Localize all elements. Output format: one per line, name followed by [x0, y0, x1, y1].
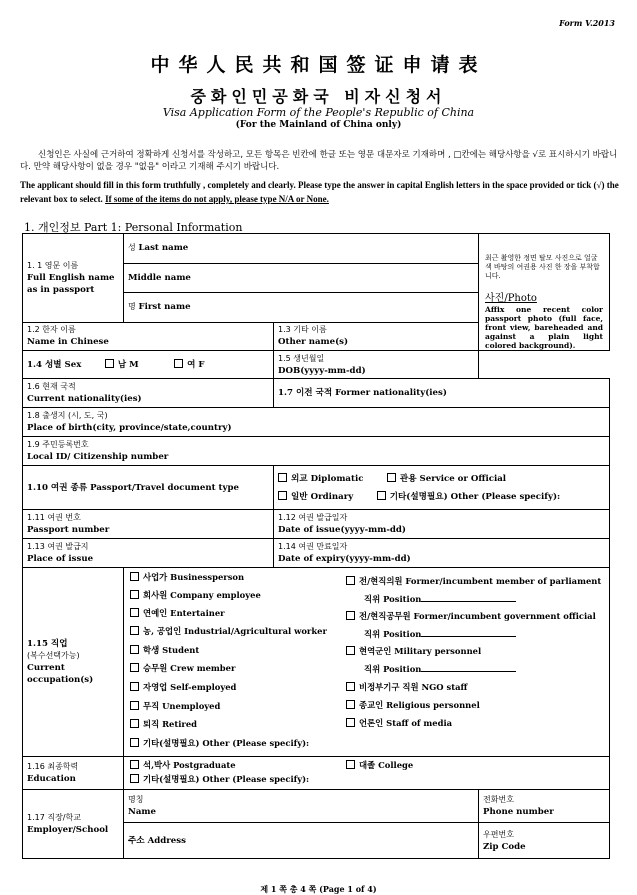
date-of-expiry-kr: 1.14 여권 만료일자 [278, 542, 348, 551]
occupation-option-right[interactable] [346, 645, 481, 657]
ordinary-checkbox[interactable] [278, 491, 287, 500]
former-nationality-field[interactable] [274, 379, 610, 408]
local-id-en: Local ID/ Citizenship number [27, 452, 169, 462]
former-nationality-label: 1.7 이전 국적 Former nationality(ies) [278, 388, 447, 398]
occupation-option-right[interactable] [346, 575, 601, 587]
occupation-option-left[interactable] [130, 571, 244, 583]
checkbox-icon[interactable] [130, 608, 139, 617]
date-of-expiry-en: Date of expiry(yyyy-mm-dd) [278, 554, 411, 564]
checkbox-icon[interactable] [130, 572, 139, 581]
occupation-option-left[interactable] [130, 718, 197, 730]
occupation-text: 비정부기구 직원 NGO staff [359, 682, 468, 692]
full-name-label [23, 234, 124, 323]
checkbox-icon[interactable] [130, 590, 139, 599]
occupation-option-left[interactable] [130, 644, 199, 656]
chinese-name-field[interactable] [23, 322, 274, 351]
occupation-option-right[interactable] [346, 681, 467, 693]
chinese-name-en: Name in Chinese [27, 337, 109, 348]
occupation-text: 종교인 Religious personnel [359, 700, 480, 710]
passport-type-options [274, 466, 610, 510]
checkbox-icon[interactable] [346, 611, 355, 620]
checkbox-icon[interactable] [346, 760, 355, 769]
checkbox-icon[interactable] [130, 701, 139, 710]
first-name-kr: 명 [128, 302, 136, 312]
checkbox-icon[interactable] [130, 645, 139, 654]
position-line[interactable] [421, 593, 516, 602]
passport-number-kr: 1.11 여권 번호 [27, 513, 81, 522]
occupation-text: 기타(설명필요) Other (Please specify): [143, 738, 310, 748]
employer-phone-en: Phone number [483, 807, 554, 817]
education-label [23, 757, 124, 790]
passport-number-field[interactable] [23, 510, 274, 539]
male-label: 남 M [117, 359, 139, 370]
full-name-label-en: Full English name as in passport [27, 272, 115, 295]
position-label: 직위 Position [364, 664, 422, 674]
employer-label [23, 790, 124, 859]
subtitle: (For the Mainland of China only) [235, 120, 402, 130]
female-label: 여 F [187, 359, 205, 370]
position-line[interactable] [421, 663, 516, 672]
education-grid [124, 757, 609, 789]
last-name-en: Last name [138, 243, 189, 254]
employer-name-field[interactable] [124, 790, 479, 823]
occupation-text: 사업가 Businessperson [143, 572, 245, 582]
occupation-option-left[interactable] [130, 607, 225, 619]
education-college-label: 대졸 College [359, 760, 414, 770]
checkbox-icon[interactable] [346, 646, 355, 655]
occupation-text: 학생 Student [143, 645, 200, 655]
intro-korean: 신청인은 사실에 근거하여 정확하게 신청서를 작성하고, 모든 항목은 빈칸에 한글 또는 영문 대문자로 기재하며 , □칸에는 해당사항을 √로 표시하시기 바랍니다. 만약 해당사항이 없을 경우 "없음" 이라고 기재해 주시기 바랍니다. [20, 150, 618, 172]
passport-type-label: 1.10 여권 종류 Passport/Travel document type [27, 482, 239, 493]
date-of-issue-en: Date of issue(yyyy-mm-dd) [278, 525, 406, 535]
form-version: Form V.2013 [559, 18, 615, 28]
occupation-text: 승무원 Crew member [143, 663, 236, 673]
occupation-text: 회사원 Company employee [143, 590, 261, 600]
place-of-issue-field[interactable] [23, 539, 274, 568]
education-label-kr: 1.16 최종학력 [27, 762, 79, 771]
occupation-text: 자영업 Self-employed [143, 682, 237, 692]
checkbox-icon[interactable] [130, 760, 139, 769]
occupation-text: 언론인 Staff of media [359, 718, 453, 728]
position-field[interactable] [364, 628, 516, 640]
employer-zip-field[interactable] [479, 823, 610, 859]
current-nationality-en: Current nationality(ies) [27, 394, 142, 404]
position-line[interactable] [421, 628, 516, 637]
occupation-option-left[interactable] [130, 681, 236, 693]
middle-name-field[interactable] [124, 263, 479, 293]
checkbox-icon[interactable] [346, 682, 355, 691]
title-korean: 중화인민공화국 비자신청서 [190, 87, 447, 106]
last-name-kr: 성 [128, 243, 136, 253]
employer-zip-en: Zip Code [483, 841, 526, 852]
employer-address-field[interactable] [124, 823, 479, 859]
last-name-field[interactable] [124, 234, 479, 264]
place-of-issue-en: Place of issue [27, 554, 94, 564]
photo-instructions-kr: 최근 촬영한 정면 탈모 사진으로 얼굴색 바탕의 여권용 사진 한 장을 부착합니다. [485, 254, 600, 280]
photo-gap [479, 351, 610, 379]
ordinary-label: 일반 Ordinary [291, 491, 354, 502]
place-of-issue-kr: 1.13 여권 발급지 [27, 542, 89, 551]
place-of-birth-field[interactable] [23, 408, 610, 437]
date-of-expiry-field[interactable] [274, 539, 610, 568]
position-label: 직위 Position [364, 594, 422, 604]
employer-zip-kr: 우편번호 [483, 829, 514, 839]
education-option[interactable] [346, 759, 413, 771]
passport-type-label-cell [23, 466, 274, 510]
middle-name-en: Middle name [128, 272, 191, 283]
education-label-en: Education [27, 774, 76, 784]
title-english: Visa Application Form of the People's Republic of China [162, 106, 475, 119]
place-of-birth-en: Place of birth(city, province/state,country) [27, 423, 232, 433]
current-nationality-field[interactable] [23, 379, 274, 408]
current-nationality-kr: 1.6 현재 국적 [27, 382, 76, 391]
checkbox-icon[interactable] [130, 663, 139, 672]
place-of-birth-kr: 1.8 출생지 (시, 도, 국) [27, 411, 108, 420]
employer-phone-kr: 전화번호 [483, 795, 514, 804]
first-name-en: First name [138, 302, 191, 313]
passport-other-checkbox[interactable] [377, 491, 386, 500]
checkbox-icon[interactable] [130, 738, 139, 747]
male-checkbox[interactable] [105, 359, 114, 368]
education-options [124, 757, 610, 790]
occupation-option-right[interactable] [346, 717, 452, 729]
occupation-option-left[interactable] [130, 737, 309, 749]
local-id-field[interactable] [23, 437, 610, 466]
occupation-label-en: Current occupation(s) [27, 663, 94, 685]
occupation-label-kr2: (복수선택가능) [27, 651, 80, 660]
local-id-kr: 1.9 주민등록번호 [27, 440, 89, 449]
checkbox-icon[interactable] [346, 718, 355, 727]
photo-title [485, 293, 603, 305]
employer-phone-field[interactable] [479, 790, 610, 823]
first-name-field[interactable] [124, 293, 479, 323]
photo-box[interactable] [479, 234, 610, 351]
occupation-option-left[interactable] [130, 625, 327, 637]
occupation-text: 현역군인 Military personnel [359, 646, 482, 656]
other-names-en: Other name(s) [278, 337, 349, 348]
part1-title: 1. 개인정보 Part 1: Personal Information [24, 221, 243, 234]
occupation-grid [124, 568, 609, 756]
service-checkbox[interactable] [387, 473, 396, 482]
employer-label-kr: 1.17 직장/학교 [27, 813, 81, 822]
checkbox-icon[interactable] [346, 700, 355, 709]
other-names-kr: 1.3 기타 이름 [278, 325, 327, 335]
education-other-label: 기타(설명필요) Other (Please specify): [143, 774, 310, 784]
page-footer: 제 1 쪽 총 4 쪽 (Page 1 of 4) [260, 884, 377, 894]
checkbox-icon[interactable] [346, 576, 355, 585]
position-label: 직위 Position [364, 629, 422, 639]
occupation-text: 농, 공업인 Industrial/Agricultural worker [143, 626, 327, 636]
diplomatic-label: 외교 Diplomatic [291, 473, 364, 484]
other-names-field[interactable] [274, 322, 479, 351]
occupation-text: 연예인 Entertainer [143, 608, 225, 618]
checkbox-icon[interactable] [130, 626, 139, 635]
checkbox-icon[interactable] [130, 719, 139, 728]
position-field[interactable] [364, 593, 516, 605]
intro-english-note: If some of the items do not apply, please type N/A or None. [105, 194, 329, 204]
occupation-option-left[interactable] [130, 700, 220, 712]
date-of-issue-kr: 1.12 여권 발급일자 [278, 513, 348, 522]
occupation-text: 전/현직의원 Former/incumbent member of parliament [359, 576, 602, 586]
occupation-options [124, 568, 610, 757]
occupation-option-left[interactable] [130, 589, 261, 601]
intro-english-main: The applicant should fill in this form truthfully , completely and clearly. Please type the answer in capital English letters in the space provided or tick (√) the relevant box to select. [20, 180, 619, 204]
employer-name-en: Name [128, 807, 156, 817]
education-option[interactable] [130, 759, 236, 771]
intro-english [20, 178, 620, 206]
occupation-option-right[interactable] [346, 699, 480, 711]
employer-name-kr: 명칭 [128, 795, 144, 804]
checkbox-icon[interactable] [130, 682, 139, 691]
passport-number-en: Passport number [27, 525, 110, 535]
full-name-label-kr: 1. 1 영문 이름 [27, 260, 79, 270]
checkbox-icon[interactable] [130, 774, 139, 783]
occupation-option-right[interactable] [346, 610, 596, 622]
occupation-text: 퇴직 Retired [143, 719, 198, 729]
dob-en: DOB(yyyy-mm-dd) [278, 365, 366, 376]
employer-address-label: 주소 Address [128, 835, 186, 846]
service-label: 관용 Service or Official [399, 473, 507, 484]
diplomatic-checkbox[interactable] [278, 473, 287, 482]
sex-field [23, 351, 274, 379]
dob-kr: 1.5 생년월일 [278, 353, 325, 363]
photo-title-text: 사진/Photo [485, 293, 537, 304]
photo-instructions-en: Affix one recent color passport photo (full face, front view, bareheaded and against a plain light colored background). [485, 305, 604, 350]
education-option[interactable] [130, 773, 309, 785]
occupation-label-kr: 1.15 직업 [27, 639, 68, 649]
occupation-option-left[interactable] [130, 662, 235, 674]
sex-label: 1.4 성별 Sex [27, 359, 82, 370]
occupation-text: 무직 Unemployed [143, 701, 221, 711]
date-of-issue-field[interactable] [274, 510, 610, 539]
title-chinese: 中华人民共和国签证申请表 [150, 54, 487, 76]
dob-field[interactable] [274, 351, 479, 379]
personal-info-table [22, 233, 610, 859]
occupation-label [23, 568, 124, 757]
female-checkbox[interactable] [174, 359, 183, 368]
education-postgrad-label: 석,박사 Postgraduate [143, 760, 236, 770]
passport-other-label: 기타(설명필요) Other (Please specify): [389, 491, 561, 502]
employer-label-en: Employer/School [27, 825, 109, 835]
position-field[interactable] [364, 663, 516, 675]
chinese-name-kr: 1.2 한자 이름 [27, 325, 76, 335]
occupation-text: 전/현직공무원 Former/incumbent government official [359, 611, 596, 621]
